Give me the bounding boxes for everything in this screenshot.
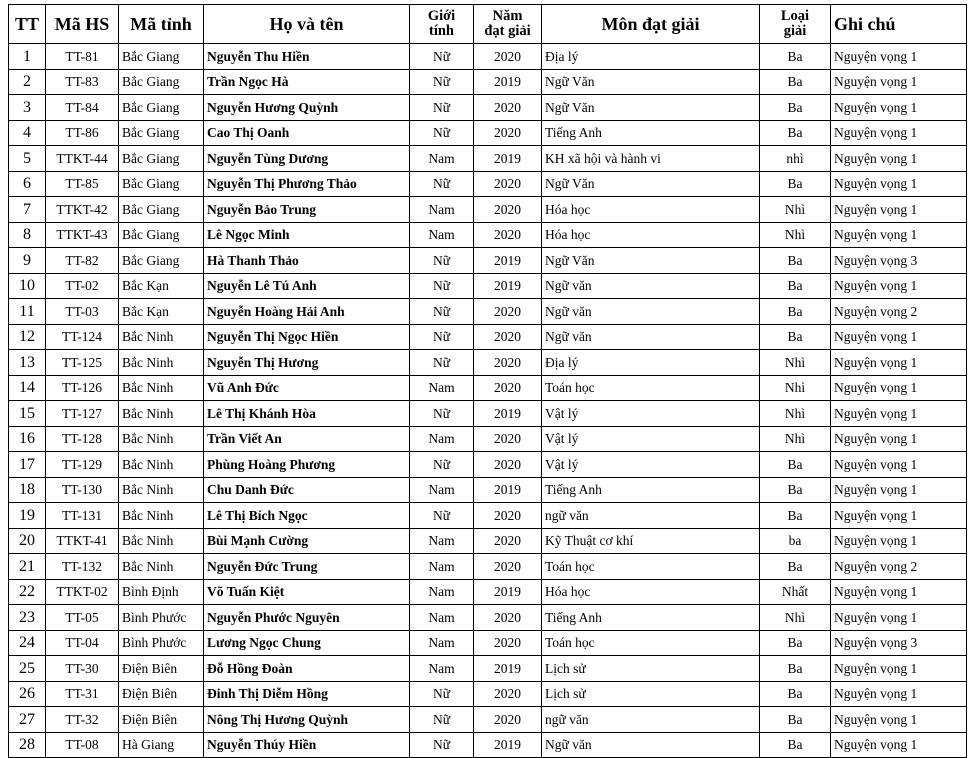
cell-gioi-tinh: Nữ [410, 171, 474, 197]
cell-gioi-tinh: Nam [410, 426, 474, 452]
cell-gioi-tinh: Nam [410, 656, 474, 682]
cell-ho-ten: Nguyễn Thị Ngọc Hiền [204, 324, 410, 350]
table-row [9, 248, 967, 274]
cell-ho-ten: Võ Tuấn Kiệt [204, 579, 410, 605]
cell-gioi-tinh: Nam [410, 477, 474, 503]
cell-ma-hs: TT-04 [46, 630, 119, 656]
cell-gioi-tinh: Nữ [410, 452, 474, 478]
cell-mon: Ngữ văn [542, 732, 760, 758]
cell-tt: 2 [9, 69, 46, 95]
cell-nam: 2019 [474, 248, 542, 274]
table-body [9, 44, 967, 758]
header-nam-dat-giai [474, 5, 542, 44]
cell-ma-hs: TT-132 [46, 554, 119, 580]
cell-ma-tinh: Bắc Giang [119, 146, 204, 172]
cell-tt: 6 [9, 171, 46, 197]
cell-ma-tinh: Bắc Ninh [119, 401, 204, 427]
cell-ho-ten: Nguyễn Đức Trung [204, 554, 410, 580]
cell-ma-hs: TT-82 [46, 248, 119, 274]
cell-ma-hs: TT-130 [46, 477, 119, 503]
cell-gioi-tinh: Nữ [410, 120, 474, 146]
cell-ma-tinh: Bắc Ninh [119, 426, 204, 452]
cell-loai: Ba [760, 44, 831, 70]
cell-mon: Ngữ văn [542, 273, 760, 299]
cell-loai: Ba [760, 248, 831, 274]
cell-nam: 2020 [474, 707, 542, 733]
table-row [9, 69, 967, 95]
cell-ma-tinh: Bắc Giang [119, 95, 204, 121]
cell-ghi-chu: Nguyện vọng 1 [831, 426, 967, 452]
cell-nam: 2020 [474, 528, 542, 554]
cell-ho-ten: Nguyễn Tùng Dương [204, 146, 410, 172]
header-tt: TT [9, 5, 46, 44]
cell-tt: 7 [9, 197, 46, 223]
cell-gioi-tinh: Nam [410, 528, 474, 554]
table-row [9, 44, 967, 70]
cell-nam: 2020 [474, 171, 542, 197]
cell-ma-tinh: Bắc Ninh [119, 375, 204, 401]
cell-ma-tinh: Bắc Giang [119, 171, 204, 197]
cell-mon: Vật lý [542, 426, 760, 452]
cell-ma-hs: TT-128 [46, 426, 119, 452]
cell-ma-hs: TT-81 [46, 44, 119, 70]
cell-mon: Ngữ Văn [542, 171, 760, 197]
cell-nam: 2019 [474, 732, 542, 758]
cell-ma-hs: TT-131 [46, 503, 119, 529]
cell-loai: Ba [760, 452, 831, 478]
header-ghi-chu: Ghi chú [831, 5, 967, 44]
table-row [9, 452, 967, 478]
table-row [9, 503, 967, 529]
student-award-table [8, 4, 967, 758]
table-row [9, 375, 967, 401]
table-row [9, 681, 967, 707]
table-row [9, 299, 967, 325]
cell-ho-ten: Nông Thị Hương Quỳnh [204, 707, 410, 733]
cell-gioi-tinh: Nữ [410, 299, 474, 325]
cell-gioi-tinh: Nữ [410, 95, 474, 121]
cell-ghi-chu: Nguyện vọng 1 [831, 707, 967, 733]
cell-gioi-tinh: Nữ [410, 350, 474, 376]
cell-mon: Vật lý [542, 401, 760, 427]
cell-ho-ten: Lê Ngọc Minh [204, 222, 410, 248]
cell-loai: Nhì [760, 605, 831, 631]
cell-tt: 13 [9, 350, 46, 376]
cell-ma-hs: TT-84 [46, 95, 119, 121]
cell-mon: Ngữ Văn [542, 95, 760, 121]
cell-nam: 2020 [474, 426, 542, 452]
cell-ho-ten: Trần Ngọc Hà [204, 69, 410, 95]
table-row [9, 707, 967, 733]
cell-mon: Hóa học [542, 222, 760, 248]
cell-ho-ten: Lê Thị Bích Ngọc [204, 503, 410, 529]
cell-gioi-tinh: Nữ [410, 44, 474, 70]
cell-nam: 2020 [474, 503, 542, 529]
cell-gioi-tinh: Nam [410, 146, 474, 172]
cell-mon: Ngữ Văn [542, 248, 760, 274]
cell-loai: Ba [760, 554, 831, 580]
cell-tt: 14 [9, 375, 46, 401]
cell-mon: Kỹ Thuật cơ khí [542, 528, 760, 554]
cell-loai: Nhất [760, 579, 831, 605]
cell-ma-tinh: Bắc Giang [119, 248, 204, 274]
cell-ma-hs: TT-85 [46, 171, 119, 197]
cell-ghi-chu: Nguyện vọng 1 [831, 579, 967, 605]
cell-ho-ten: Nguyễn Thúy Hiền [204, 732, 410, 758]
cell-ho-ten: Nguyễn Thu Hiền [204, 44, 410, 70]
cell-loai: Nhì [760, 197, 831, 223]
cell-loai: Ba [760, 69, 831, 95]
cell-mon: Ngữ văn [542, 324, 760, 350]
table-row [9, 273, 967, 299]
table-row [9, 477, 967, 503]
cell-ho-ten: Nguyễn Thị Hương [204, 350, 410, 376]
cell-tt: 28 [9, 732, 46, 758]
table-row [9, 350, 967, 376]
cell-tt: 4 [9, 120, 46, 146]
cell-ghi-chu: Nguyện vọng 1 [831, 503, 967, 529]
cell-ma-tinh: Điện Biên [119, 681, 204, 707]
cell-tt: 15 [9, 401, 46, 427]
cell-nam: 2020 [474, 350, 542, 376]
cell-mon: Vật lý [542, 452, 760, 478]
table-row [9, 324, 967, 350]
cell-tt: 9 [9, 248, 46, 274]
cell-nam: 2020 [474, 605, 542, 631]
cell-ghi-chu: Nguyện vọng 1 [831, 452, 967, 478]
cell-ghi-chu: Nguyện vọng 1 [831, 350, 967, 376]
cell-nam: 2020 [474, 197, 542, 223]
cell-ma-tinh: Bắc Giang [119, 120, 204, 146]
cell-ma-hs: TT-30 [46, 656, 119, 682]
table-row [9, 579, 967, 605]
cell-ma-tinh: Bắc Ninh [119, 554, 204, 580]
cell-gioi-tinh: Nam [410, 222, 474, 248]
cell-ho-ten: Hà Thanh Thảo [204, 248, 410, 274]
cell-ma-tinh: Điện Biên [119, 707, 204, 733]
cell-tt: 3 [9, 95, 46, 121]
cell-tt: 12 [9, 324, 46, 350]
header-gioi-tinh-line1: Giới [427, 8, 456, 24]
cell-mon: Lịch sử [542, 656, 760, 682]
cell-ho-ten: Phùng Hoàng Phương [204, 452, 410, 478]
cell-ma-tinh: Bình Định [119, 579, 204, 605]
cell-gioi-tinh: Nam [410, 579, 474, 605]
cell-ghi-chu: Nguyện vọng 1 [831, 732, 967, 758]
header-loai-line2: giải [783, 23, 807, 39]
cell-loai: Ba [760, 732, 831, 758]
cell-ghi-chu: Nguyện vọng 2 [831, 299, 967, 325]
cell-mon: Tiếng Anh [542, 605, 760, 631]
cell-loai: Ba [760, 324, 831, 350]
table-row [9, 656, 967, 682]
cell-ghi-chu: Nguyện vọng 1 [831, 222, 967, 248]
cell-ghi-chu: Nguyện vọng 1 [831, 44, 967, 70]
cell-ghi-chu: Nguyện vọng 1 [831, 324, 967, 350]
cell-ho-ten: Cao Thị Oanh [204, 120, 410, 146]
table-row [9, 222, 967, 248]
header-gioi-tinh [410, 5, 474, 44]
cell-tt: 11 [9, 299, 46, 325]
cell-ma-hs: TT-83 [46, 69, 119, 95]
cell-ho-ten: Nguyễn Bảo Trung [204, 197, 410, 223]
cell-mon: Toán học [542, 630, 760, 656]
cell-ma-hs: TT-127 [46, 401, 119, 427]
cell-ho-ten: Đỗ Hồng Đoàn [204, 656, 410, 682]
cell-ma-tinh: Bắc Ninh [119, 452, 204, 478]
cell-ho-ten: Vũ Anh Đức [204, 375, 410, 401]
cell-tt: 16 [9, 426, 46, 452]
cell-gioi-tinh: Nữ [410, 681, 474, 707]
cell-ho-ten: Nguyễn Lê Tú Anh [204, 273, 410, 299]
cell-ghi-chu: Nguyện vọng 1 [831, 528, 967, 554]
cell-tt: 10 [9, 273, 46, 299]
table-row [9, 528, 967, 554]
cell-gioi-tinh: Nam [410, 197, 474, 223]
cell-ho-ten: Chu Danh Đức [204, 477, 410, 503]
cell-ma-hs: TT-86 [46, 120, 119, 146]
cell-ma-tinh: Bình Phước [119, 605, 204, 631]
cell-ma-hs: TT-03 [46, 299, 119, 325]
table-row [9, 426, 967, 452]
cell-tt: 23 [9, 605, 46, 631]
cell-nam: 2020 [474, 324, 542, 350]
header-gioi-tinh-line2: tính [429, 23, 454, 39]
cell-ghi-chu: Nguyện vọng 1 [831, 273, 967, 299]
cell-ghi-chu: Nguyện vọng 1 [831, 69, 967, 95]
cell-mon: ngữ văn [542, 503, 760, 529]
cell-ma-tinh: Bắc Giang [119, 222, 204, 248]
header-ma-tinh: Mã tỉnh [119, 5, 204, 44]
cell-ma-tinh: Bắc Ninh [119, 350, 204, 376]
cell-ma-hs: TTKT-44 [46, 146, 119, 172]
cell-nam: 2019 [474, 477, 542, 503]
cell-loai: Ba [760, 707, 831, 733]
cell-ma-hs: TTKT-43 [46, 222, 119, 248]
cell-ma-tinh: Bắc Giang [119, 69, 204, 95]
cell-gioi-tinh: Nữ [410, 248, 474, 274]
cell-tt: 8 [9, 222, 46, 248]
cell-ghi-chu: Nguyện vọng 1 [831, 171, 967, 197]
cell-loai: Nhì [760, 375, 831, 401]
cell-ghi-chu: Nguyện vọng 1 [831, 477, 967, 503]
cell-ho-ten: Đinh Thị Diễm Hồng [204, 681, 410, 707]
cell-loai: Ba [760, 477, 831, 503]
cell-ma-hs: TT-125 [46, 350, 119, 376]
cell-ma-hs: TT-126 [46, 375, 119, 401]
cell-mon: Tiếng Anh [542, 120, 760, 146]
cell-ho-ten: Trần Viết An [204, 426, 410, 452]
cell-tt: 22 [9, 579, 46, 605]
cell-mon: Ngữ văn [542, 299, 760, 325]
cell-mon: ngữ văn [542, 707, 760, 733]
cell-ma-hs: TT-129 [46, 452, 119, 478]
cell-ma-tinh: Bắc Kạn [119, 273, 204, 299]
cell-ghi-chu: Nguyện vọng 3 [831, 248, 967, 274]
cell-gioi-tinh: Nữ [410, 273, 474, 299]
cell-loai: Ba [760, 656, 831, 682]
cell-loai: nhì [760, 146, 831, 172]
cell-ma-hs: TT-124 [46, 324, 119, 350]
cell-nam: 2020 [474, 299, 542, 325]
cell-gioi-tinh: Nam [410, 375, 474, 401]
cell-nam: 2019 [474, 69, 542, 95]
cell-ghi-chu: Nguyện vọng 3 [831, 630, 967, 656]
cell-ghi-chu: Nguyện vọng 1 [831, 120, 967, 146]
header-nam-line2: đạt giải [484, 23, 531, 39]
cell-mon: Toán học [542, 375, 760, 401]
cell-mon: Ngữ Văn [542, 69, 760, 95]
cell-loai: Ba [760, 299, 831, 325]
cell-nam: 2019 [474, 401, 542, 427]
cell-ma-tinh: Bình Phước [119, 630, 204, 656]
cell-ma-tinh: Bắc Giang [119, 44, 204, 70]
cell-loai: Ba [760, 273, 831, 299]
cell-loai: Ba [760, 120, 831, 146]
cell-ma-hs: TTKT-41 [46, 528, 119, 554]
cell-ma-hs: TT-32 [46, 707, 119, 733]
cell-tt: 27 [9, 707, 46, 733]
cell-loai: Ba [760, 630, 831, 656]
cell-loai: Nhì [760, 426, 831, 452]
cell-tt: 18 [9, 477, 46, 503]
cell-gioi-tinh: Nữ [410, 503, 474, 529]
cell-ma-hs: TT-02 [46, 273, 119, 299]
cell-loai: Nhì [760, 222, 831, 248]
cell-ma-hs: TTKT-02 [46, 579, 119, 605]
cell-loai: Ba [760, 95, 831, 121]
cell-nam: 2020 [474, 681, 542, 707]
table-row [9, 605, 967, 631]
cell-ma-tinh: Hà Giang [119, 732, 204, 758]
cell-tt: 5 [9, 146, 46, 172]
table-row [9, 197, 967, 223]
cell-nam: 2019 [474, 146, 542, 172]
cell-ghi-chu: Nguyện vọng 1 [831, 401, 967, 427]
cell-nam: 2019 [474, 656, 542, 682]
cell-nam: 2020 [474, 44, 542, 70]
cell-ma-tinh: Bắc Ninh [119, 477, 204, 503]
cell-ghi-chu: Nguyện vọng 1 [831, 681, 967, 707]
cell-ghi-chu: Nguyện vọng 1 [831, 197, 967, 223]
cell-gioi-tinh: Nữ [410, 324, 474, 350]
cell-nam: 2020 [474, 452, 542, 478]
cell-tt: 1 [9, 44, 46, 70]
cell-tt: 21 [9, 554, 46, 580]
header-loai-giai [760, 5, 831, 44]
cell-ma-hs: TT-05 [46, 605, 119, 631]
header-nam-line1: Năm [492, 8, 523, 24]
cell-nam: 2020 [474, 95, 542, 121]
cell-gioi-tinh: Nam [410, 605, 474, 631]
cell-mon: Toán học [542, 554, 760, 580]
cell-ghi-chu: Nguyện vọng 2 [831, 554, 967, 580]
cell-mon: Tiếng Anh [542, 477, 760, 503]
cell-ho-ten: Nguyễn Hương Quỳnh [204, 95, 410, 121]
cell-tt: 17 [9, 452, 46, 478]
cell-ma-hs: TT-31 [46, 681, 119, 707]
cell-mon: Lịch sử [542, 681, 760, 707]
cell-gioi-tinh: Nữ [410, 707, 474, 733]
cell-ghi-chu: Nguyện vọng 1 [831, 146, 967, 172]
header-ho-ten: Họ và tên [204, 5, 410, 44]
cell-tt: 24 [9, 630, 46, 656]
cell-nam: 2020 [474, 120, 542, 146]
cell-mon: Hóa học [542, 579, 760, 605]
cell-ghi-chu: Nguyện vọng 1 [831, 656, 967, 682]
cell-tt: 26 [9, 681, 46, 707]
cell-nam: 2020 [474, 554, 542, 580]
student-award-sheet [8, 4, 966, 758]
cell-ma-tinh: Bắc Ninh [119, 528, 204, 554]
cell-gioi-tinh: Nữ [410, 732, 474, 758]
cell-ma-tinh: Bắc Ninh [119, 324, 204, 350]
cell-mon: Địa lý [542, 44, 760, 70]
cell-mon: Hóa học [542, 197, 760, 223]
cell-gioi-tinh: Nữ [410, 401, 474, 427]
cell-mon: KH xã hội và hành vi [542, 146, 760, 172]
cell-ghi-chu: Nguyện vọng 1 [831, 95, 967, 121]
cell-loai: ba [760, 528, 831, 554]
table-row [9, 146, 967, 172]
table-row [9, 120, 967, 146]
cell-loai: Ba [760, 503, 831, 529]
cell-nam: 2019 [474, 273, 542, 299]
table-row [9, 401, 967, 427]
cell-ho-ten: Lê Thị Khánh Hòa [204, 401, 410, 427]
cell-nam: 2019 [474, 579, 542, 605]
header-loai-line1: Loại [780, 8, 810, 24]
cell-ma-tinh: Bắc Giang [119, 197, 204, 223]
cell-ho-ten: Nguyễn Hoàng Hải Anh [204, 299, 410, 325]
cell-ho-ten: Bùi Mạnh Cường [204, 528, 410, 554]
cell-mon: Địa lý [542, 350, 760, 376]
cell-gioi-tinh: Nam [410, 554, 474, 580]
cell-loai: Nhì [760, 401, 831, 427]
cell-ghi-chu: Nguyện vọng 1 [831, 605, 967, 631]
table-row [9, 732, 967, 758]
cell-loai: Ba [760, 681, 831, 707]
cell-ma-tinh: Bắc Ninh [119, 503, 204, 529]
cell-loai: Nhì [760, 350, 831, 376]
table-row [9, 630, 967, 656]
cell-tt: 19 [9, 503, 46, 529]
table-row [9, 95, 967, 121]
table-row [9, 554, 967, 580]
cell-nam: 2020 [474, 222, 542, 248]
cell-ho-ten: Lương Ngọc Chung [204, 630, 410, 656]
header-ma-hs: Mã HS [46, 5, 119, 44]
cell-ma-hs: TTKT-42 [46, 197, 119, 223]
cell-ho-ten: Nguyễn Thị Phương Thảo [204, 171, 410, 197]
cell-nam: 2020 [474, 375, 542, 401]
cell-gioi-tinh: Nữ [410, 69, 474, 95]
cell-nam: 2020 [474, 630, 542, 656]
cell-tt: 20 [9, 528, 46, 554]
header-mon: Môn đạt giải [542, 5, 760, 44]
cell-ma-tinh: Bắc Kạn [119, 299, 204, 325]
header-row [9, 5, 967, 44]
cell-ma-tinh: Điện Biên [119, 656, 204, 682]
cell-ho-ten: Nguyễn Phước Nguyên [204, 605, 410, 631]
cell-tt: 25 [9, 656, 46, 682]
cell-gioi-tinh: Nam [410, 630, 474, 656]
cell-ma-hs: TT-08 [46, 732, 119, 758]
cell-ghi-chu: Nguyện vọng 1 [831, 375, 967, 401]
cell-loai: Ba [760, 171, 831, 197]
table-row [9, 171, 967, 197]
